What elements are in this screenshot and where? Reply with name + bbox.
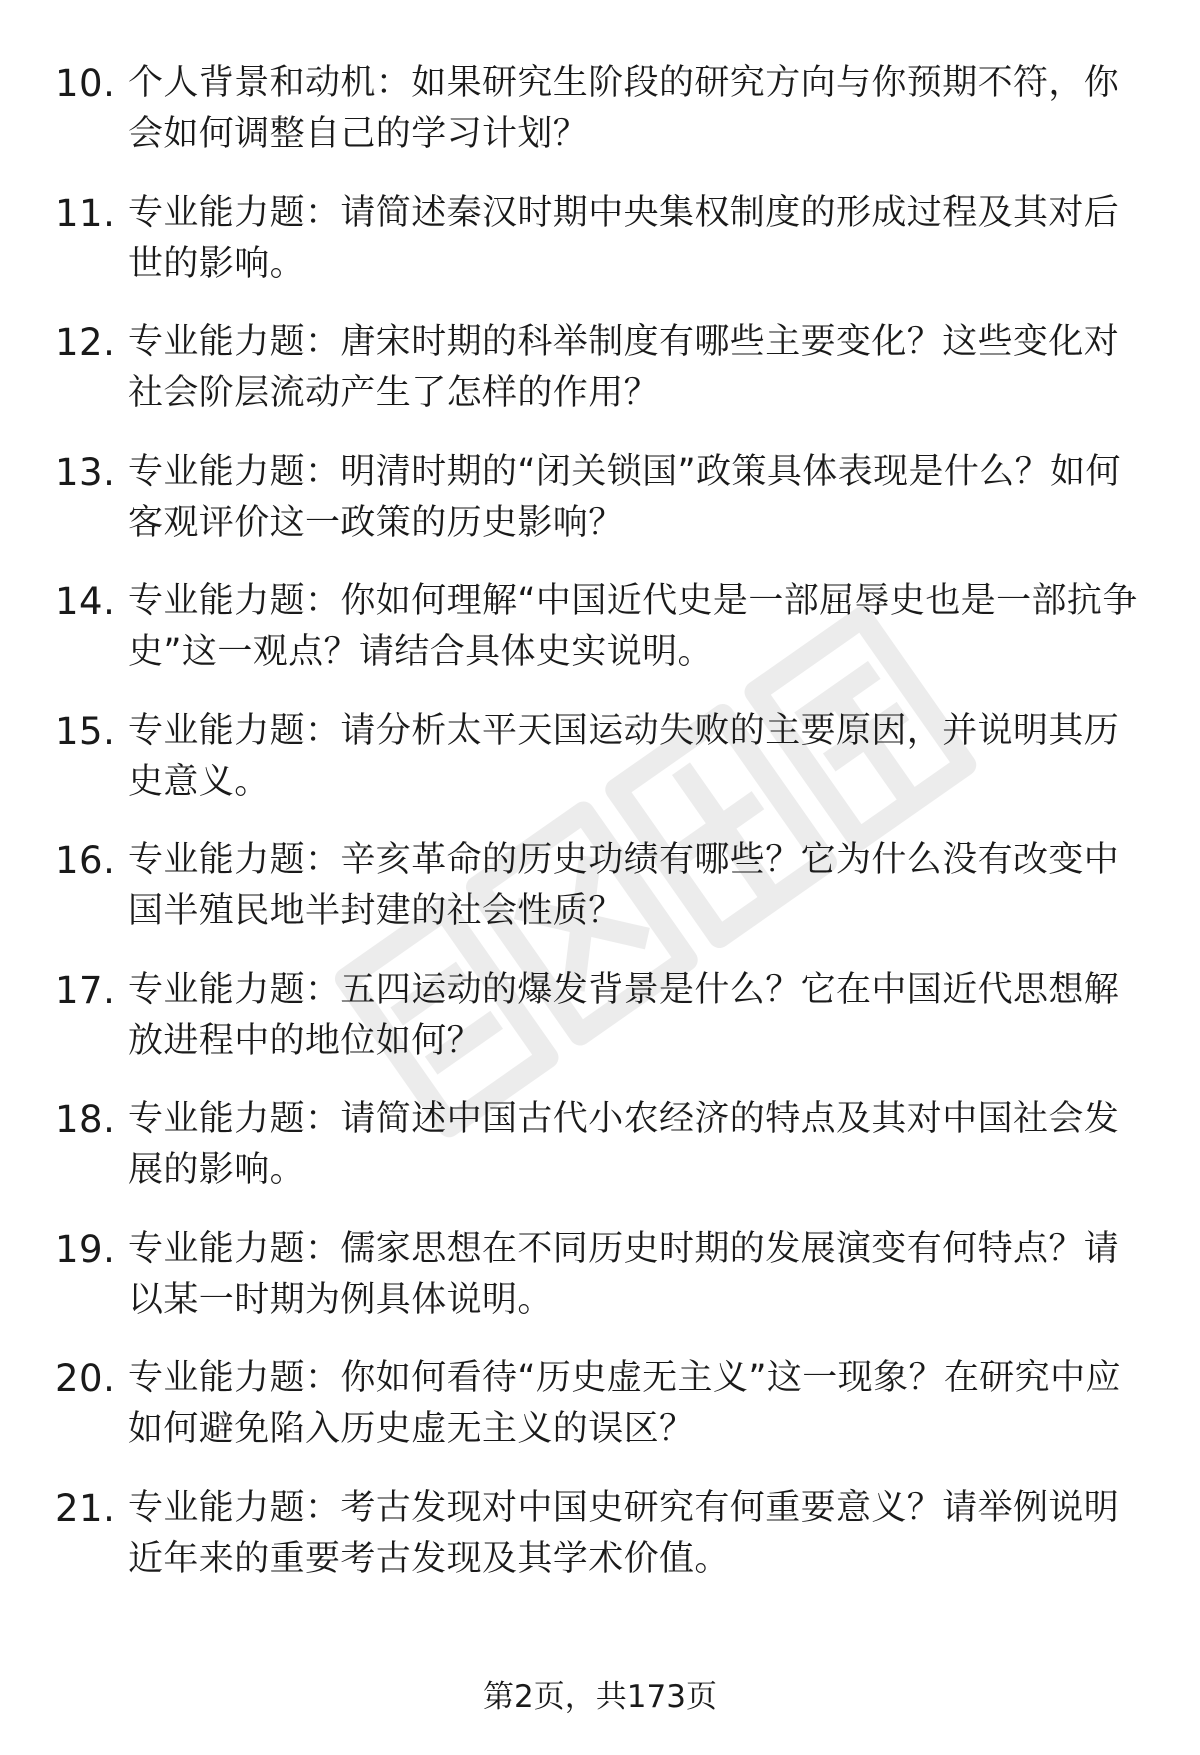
question-text: 专业能力题：考古发现对中国史研究有何重要意义？请举例说明近年来的重要考古发现及其学术价值。 — [128, 1487, 1120, 1579]
question-text: 专业能力题：你如何理解“中国近代史是一部屈辱史也是一部抗争史”这一观点？请结合具体史实说明。 — [128, 581, 1138, 672]
question-number: 20. — [55, 1357, 116, 1400]
list-item — [0, 1094, 1200, 1224]
question-number: 11. — [55, 191, 116, 235]
question-text: 专业能力题：五四运动的爆发背景是什么？它在中国近代思想解放进程中的地位如何？ — [128, 969, 1120, 1061]
question-text: 专业能力题：请简述中国古代小农经济的特点及其对中国社会发展的影响。 — [128, 1099, 1120, 1190]
question-number: 13. — [55, 450, 116, 494]
question-number: 15. — [55, 709, 116, 753]
question-number: 18. — [55, 1098, 116, 1141]
question-number: 12. — [55, 321, 116, 364]
question-text: 专业能力题：明清时期的“闭关锁国”政策具体表现是什么？如何客观评价这一政策的历史影响？ — [128, 451, 1121, 543]
question-text: 专业能力题：儒家思想在不同历史时期的发展演变有何特点？请以某一时期为例具体说明。 — [128, 1228, 1120, 1320]
question-text: 专业能力题：请简述秦汉时期中央集权制度的形成过程及其对后世的影响。 — [128, 192, 1120, 284]
question-text: 专业能力题：唐宋时期的科举制度有哪些主要变化？这些变化对社会阶层流动产生了怎样的作用？ — [128, 322, 1120, 413]
list-item — [0, 1224, 1200, 1354]
question-list — [0, 58, 1200, 1612]
question-number: 19. — [55, 1227, 116, 1271]
page-number-footer: 第2页，共173页 — [483, 1679, 717, 1715]
list-item — [0, 576, 1200, 706]
question-text: 个人背景和动机：如果研究生阶段的研究方向与你预期不符，你会如何调整自己的学习计划？ — [128, 63, 1120, 154]
question-text: 专业能力题：你如何看待“历史虚无主义”这一现象？在研究中应如何避免陷入历史虚无主义的误区？ — [128, 1358, 1121, 1449]
list-item — [0, 317, 1200, 447]
list-item — [0, 965, 1200, 1095]
list-item — [0, 188, 1200, 318]
list-item — [0, 447, 1200, 577]
question-number: 21. — [55, 1486, 116, 1530]
question-number: 14. — [55, 580, 116, 623]
list-item — [0, 706, 1200, 836]
question-number: 10. — [55, 62, 116, 105]
question-text: 专业能力题：请分析太平天国运动失败的主要原因，并说明其历史意义。 — [128, 710, 1120, 802]
question-number: 16. — [55, 839, 116, 882]
list-item — [0, 58, 1200, 188]
list-item — [0, 835, 1200, 965]
question-text: 专业能力题：辛亥革命的历史功绩有哪些？它为什么没有改变中国半殖民地半封建的社会性质？ — [128, 840, 1120, 931]
question-number: 17. — [55, 968, 116, 1012]
list-item — [0, 1353, 1200, 1483]
list-item — [0, 1483, 1200, 1613]
